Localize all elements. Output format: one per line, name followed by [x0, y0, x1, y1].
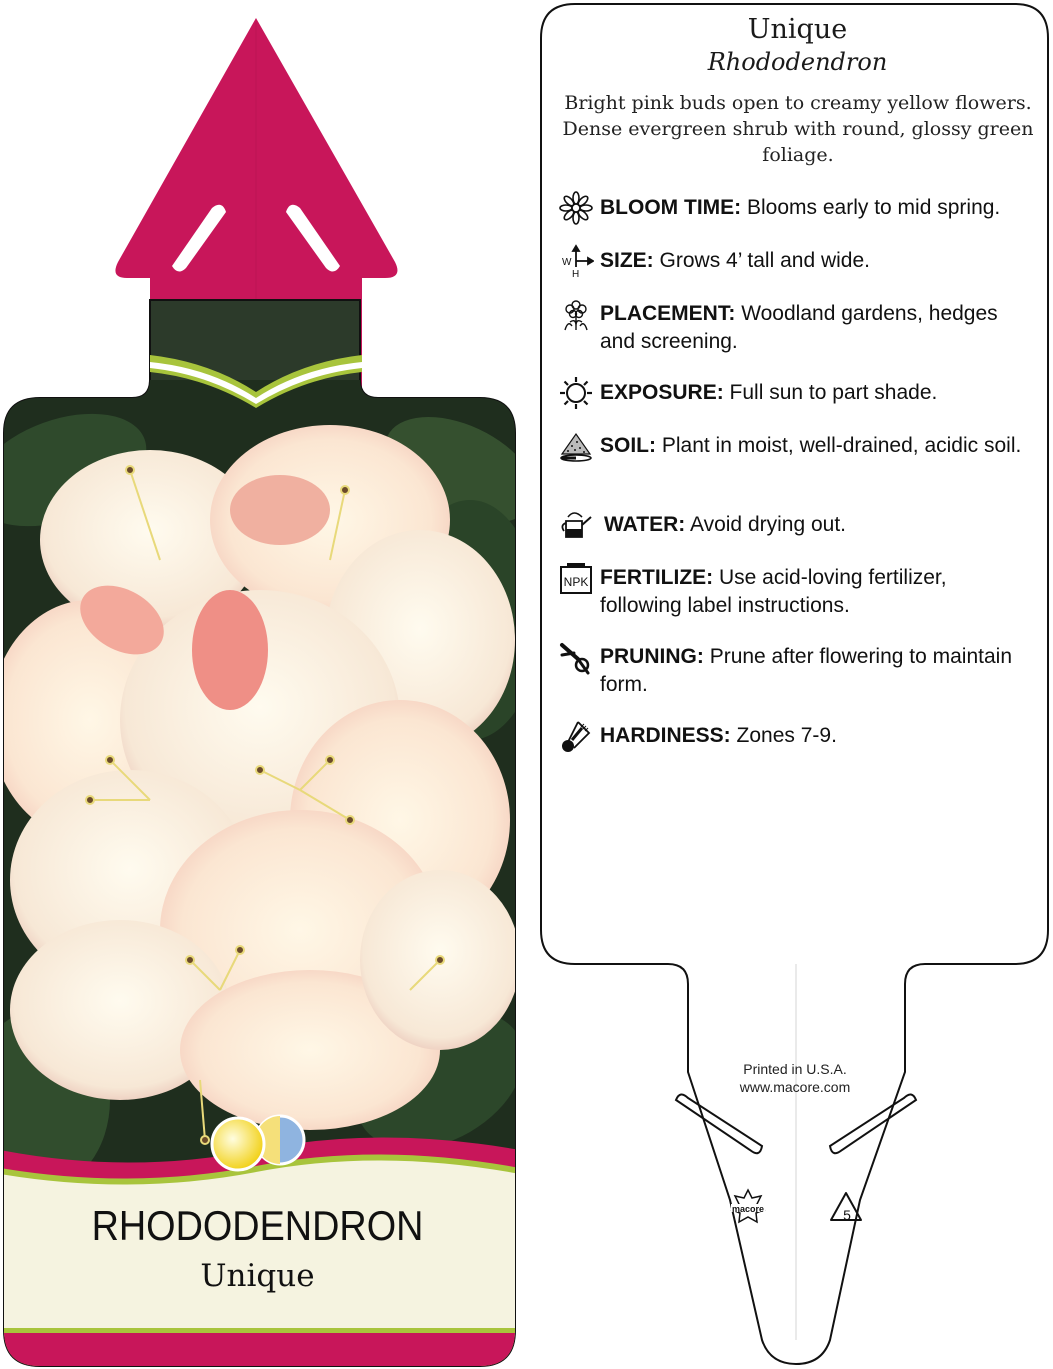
svg-text:W: W — [562, 257, 572, 268]
printed-line-2: www.macore.com — [739, 1079, 851, 1095]
watering-can-icon — [558, 507, 594, 543]
thermometer-icon — [558, 718, 594, 754]
macore-logo-text: macore — [731, 1204, 765, 1214]
info-text: Use acid-loving fertilizer, following label instructions. — [600, 566, 947, 617]
printed-line-1: Printed in U.S.A. — [743, 1061, 847, 1077]
back-title: Unique — [747, 14, 848, 45]
pruners-icon — [558, 639, 594, 675]
info-label: EXPOSURE: — [600, 381, 724, 404]
info-text: Grows 4’ tall and wide. — [659, 249, 870, 272]
info-label: HARDINESS: — [600, 724, 731, 747]
bloom-icon — [558, 190, 594, 226]
info-label: PLACEMENT: — [600, 302, 736, 325]
recycle-number: 5 — [843, 1207, 851, 1223]
back-description: Bright pink buds open to creamy yellow flowers. Dense evergreen shrub with round, glossy green foliage. — [562, 92, 1034, 166]
npk-icon — [558, 560, 594, 596]
info-text: Prune after flowering to maintain form. — [600, 645, 1013, 696]
info-label: SIZE: — [600, 249, 654, 272]
soil-icon — [558, 428, 594, 464]
info-text: Zones 7-9. — [736, 724, 837, 747]
info-text: Plant in moist, well-drained, acidic soil. — [661, 434, 1022, 457]
info-text: Full sun to part shade. — [729, 381, 938, 404]
info-label: FERTILIZE: — [600, 566, 714, 589]
info-label: BLOOM TIME: — [600, 196, 742, 219]
front-genus-label: RHODODENDRON — [91, 1202, 424, 1249]
info-text: Woodland gardens, hedges and screening. — [600, 302, 998, 353]
printed-note — [700, 1060, 890, 1096]
sun-icon — [558, 375, 594, 411]
front-variety-label: Unique — [200, 1258, 315, 1294]
svg-text:H: H — [572, 269, 580, 279]
back-subtitle: Rhododendron — [707, 48, 888, 76]
info-label: SOIL: — [600, 434, 656, 457]
size-icon — [558, 243, 594, 279]
placement-icon — [558, 296, 594, 332]
info-label: WATER: — [604, 513, 686, 536]
info-label: PRUNING: — [600, 645, 704, 668]
info-text: Blooms early to mid spring. — [747, 196, 1001, 219]
info-text: Avoid drying out. — [689, 513, 846, 536]
svg-text:NPK: NPK — [563, 575, 589, 589]
